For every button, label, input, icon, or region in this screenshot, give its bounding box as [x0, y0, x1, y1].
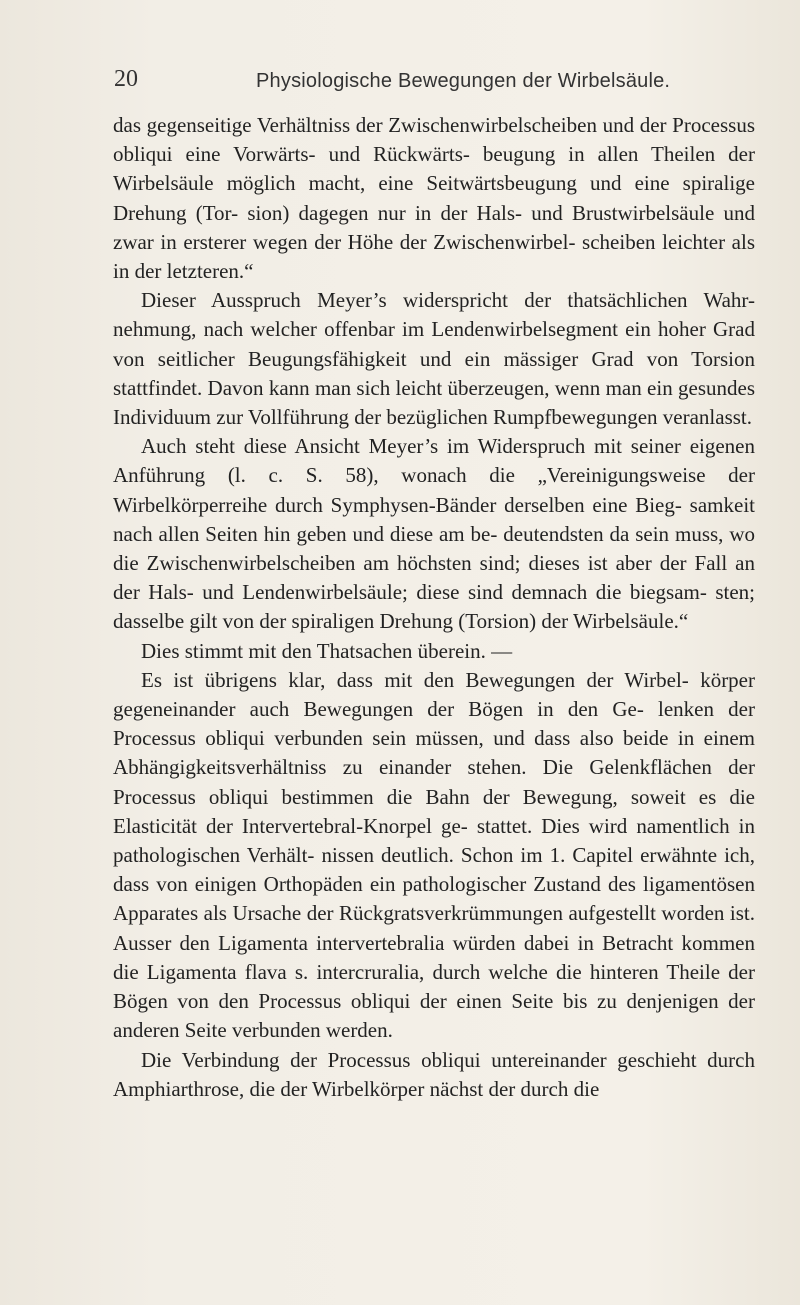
page-number: 20	[114, 66, 138, 92]
running-title: Physiologische Bewegungen der Wirbelsäule.	[256, 70, 671, 92]
paragraph-2: Dieser Ausspruch Meyer’s widerspricht der thatsächlichen Wahr- nehmung, nach welcher offenbar im Lendenwirbelsegment ein hoher Grad von seitlicher Beugungsfähigkeit und ein mässiger Grad von Torsion stattfindet. Davon kann man sich leicht überzeugen, wenn man ein gesundes Individuum zur Vollführung der bezüglichen Rumpfbewegungen veranlasst.	[113, 288, 755, 430]
paragraph-1: das gegenseitige Verhältniss der Zwischenwirbelscheiben und der Processus obliqui eine Vorwärts- und Rückwärts- beugung in allen Theilen der Wirbelsäule möglich macht, eine Seitwärtsbeugung und eine spiralige Drehung (Tor- sion) dagegen nur in der Hals- und Brustwirbelsäule und zwar in ersterer wegen der Höhe der Zwischenwirbel- scheiben leichter als in der letzteren.“	[113, 113, 755, 284]
body-text	[113, 111, 755, 1104]
paragraph-3: Auch steht diese Ansicht Meyer’s im Widerspruch mit seiner eigenen Anführung (l. c. S. 58), wonach die „Vereinigungsweise der Wirbelkörperreihe durch Symphysen-Bänder derselben eine Bieg- samkeit nach allen Seiten hin geben und diese am be- deutendsten da sein muss, wo die Zwischenwirbelscheiben am höchsten sind; dieses ist aber der Fall an der Hals- und Lendenwirbelsäule; diese sind demnach die biegsam- sten; dasselbe gilt von der spiraligen Drehung (Torsion) der Wirbelsäule.“	[113, 434, 755, 634]
paragraph-4: Dies stimmt mit den Thatsachen überein. —	[141, 638, 513, 663]
paragraph-5: Es ist übrigens klar, dass mit den Bewegungen der Wirbel- körper gegeneinander auch Bewegungen der Bögen in den Ge- lenken der Processus obliqui verbunden sein müssen, und dass also beide in einem Abhängigkeitsverhältniss zu einander stehen. Die Gelenkflächen der Processus obliqui bestimmen die Bahn der Bewegung, soweit es die Elasticität der Intervertebral-Knorpel ge- stattet. Dies wird namentlich in pathologischen Verhält- nissen deutlich. Schon im 1. Capitel erwähnte ich, dass von einigen Orthopäden ein pathologischer Zustand des ligamentösen Apparates als Ursache der Rückgratsverkrümmungen aufgestellt worden ist. Ausser den Ligamenta intervertebralia würden dabei in Betracht kommen die Ligamenta flava s. intercruralia, durch welche die hinteren Theile der Bögen von den Processus obliqui der einen Seite bis zu denjenigen der anderen Seite verbunden werden.	[113, 667, 755, 1043]
page-header	[114, 66, 744, 100]
paragraph-6: Die Verbindung der Processus obliqui untereinander geschieht durch Amphiarthrose, die der Wirbelkörper nächst der durch die	[113, 1047, 755, 1101]
